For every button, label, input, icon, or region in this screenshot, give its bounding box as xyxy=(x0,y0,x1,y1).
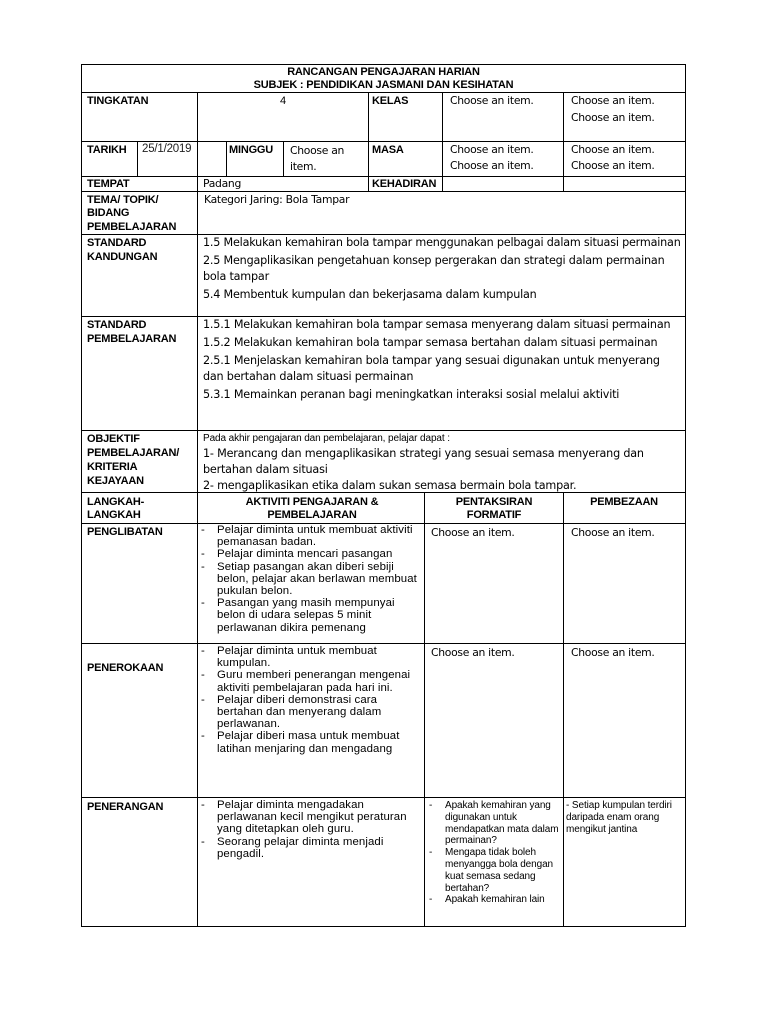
step-label-penerangan: PENERANGAN xyxy=(87,801,164,813)
column-header-pentaksiran: PENTAKSIRAN FORMATIF xyxy=(455,496,533,521)
list-item: - Pelajar diminta untuk membuat aktiviti pemanasan badan. xyxy=(198,524,422,548)
penerangan-pembezaan: - Setiap kumpulan terdiri daripada enam orang mengikut jantina xyxy=(566,800,672,835)
list-item: - Mengapa tidak boleh menyangga bola dengan kuat semasa sedang bertahan? xyxy=(426,847,562,894)
penerangan-pentaksiran xyxy=(426,800,562,926)
col-divider xyxy=(197,92,198,235)
col-divider xyxy=(563,492,564,927)
col-divider xyxy=(283,141,284,177)
list-item: - Apakah kemahiran lain xyxy=(426,894,562,906)
list-item: - Pelajar diberi demonstrasi cara bertahan dan menyerang dalam perlawanan. xyxy=(198,694,422,731)
standard-pembelajaran-list xyxy=(203,317,681,403)
tempat-value[interactable]: Padang xyxy=(203,177,242,190)
step-label-penglibatan: PENGLIBATAN xyxy=(87,526,163,538)
masa-dropdown[interactable]: Choose an item. xyxy=(450,159,534,172)
standard-pembelajaran-item: 5.3.1 Memainkan peranan bagi meningkatkan interaksi sosial melalui aktiviti xyxy=(203,388,620,401)
tarikh-value[interactable]: 25/1/2019 xyxy=(142,143,192,155)
standard-kandungan-label: STANDARD KANDUNGAN xyxy=(87,237,158,263)
row-divider xyxy=(81,430,686,431)
kehadiran-label: KEHADIRAN xyxy=(372,178,437,190)
standard-pembelajaran-item: 1.5.1 Melakukan kemahiran bola tampar semasa menyerang dalam situasi permainan xyxy=(203,318,671,331)
kelas-label: KELAS xyxy=(372,95,409,107)
col-divider xyxy=(226,141,227,177)
penerokaan-activities xyxy=(198,645,422,797)
table-border-bottom xyxy=(81,926,686,927)
row-divider xyxy=(81,643,686,644)
kehadiran-field[interactable] xyxy=(564,177,684,191)
kelas-dropdown[interactable]: Choose an item. xyxy=(571,111,655,124)
list-item: - Setiap pasangan akan diberi sebiji belon, pelajar akan berlawan membuat pukulan belon. xyxy=(198,561,422,598)
objektif-item: 2- mengaplikasikan etika dalam sukan semasa bermain bola tampar. xyxy=(203,479,577,492)
masa-label: MASA xyxy=(372,144,404,156)
page-subject: SUBJEK : PENDIDIKAN JASMANI DAN KESIHATAN xyxy=(253,79,514,91)
standard-pembelajaran-item: 1.5.2 Melakukan kemahiran bola tampar semasa bertahan dalam situasi permainan xyxy=(203,336,658,349)
list-item: - Pelajar diminta mencari pasangan xyxy=(198,548,422,560)
pembezaan-dropdown[interactable]: Choose an item. xyxy=(571,526,655,539)
penglibatan-activities xyxy=(198,524,422,642)
column-header-langkah: LANGKAH-LANGKAH xyxy=(87,496,145,521)
masa-dropdown[interactable]: Choose an item. xyxy=(571,143,655,156)
tingkatan-value[interactable]: 4 xyxy=(280,95,286,107)
standard-pembelajaran-label: STANDARD PEMBELAJARAN xyxy=(87,319,177,345)
list-item: - Pelajar diminta mengadakan perlawanan kecil mengikut peraturan yang ditetapkan oleh guru. xyxy=(198,799,422,836)
masa-dropdown[interactable]: Choose an item. xyxy=(450,143,534,156)
table-border-right xyxy=(685,64,686,927)
objektif-label: OBJEKTIF PEMBELAJARAN/ KRITERIA KEJAYAAN xyxy=(87,433,180,487)
step-label-penerokaan: PENEROKAAN xyxy=(87,662,164,674)
minggu-label: MINGGU xyxy=(229,144,274,156)
minggu-dropdown[interactable]: Choose an item. xyxy=(290,144,345,173)
list-item: - Apakah kemahiran yang digunakan untuk mendapatkan mata dalam permainan? xyxy=(426,800,562,847)
col-divider xyxy=(368,92,369,192)
tema-label: TEMA/ TOPIK/ BIDANG PEMBELAJARAN xyxy=(87,194,177,233)
standard-kandungan-list xyxy=(203,235,681,303)
header-block xyxy=(82,66,685,92)
pentaksiran-dropdown[interactable]: Choose an item. xyxy=(431,646,515,659)
kehadiran-field[interactable] xyxy=(443,177,563,191)
col-divider xyxy=(137,141,138,177)
pembezaan-dropdown[interactable]: Choose an item. xyxy=(571,646,655,659)
table-border-left xyxy=(81,64,82,927)
standard-pembelajaran-item: 2.5.1 Menjelaskan kemahiran bola tampar yang sesuai digunakan untuk menyerang dan bertahan dalam situasi permainan xyxy=(203,354,660,383)
tempat-label: TEMPAT xyxy=(87,178,130,190)
list-item: - Pelajar diberi masa untuk membuat latihan menjaring dan mengadang xyxy=(198,730,422,754)
column-header-pembezaan: PEMBEZAAN xyxy=(590,496,658,508)
tarikh-label: TARIKH xyxy=(87,144,127,156)
table-border-top xyxy=(81,64,686,65)
objektif-intro: Pada akhir pengajaran dan pembelajaran, pelajar dapat : xyxy=(203,433,450,444)
standard-kandungan-item: 1.5 Melakukan kemahiran bola tampar menggunakan pelbagai dalam situasi permainan xyxy=(203,236,681,249)
standard-kandungan-item: 5.4 Membentuk kumpulan dan bekerjasama dalam kumpulan xyxy=(203,288,537,301)
masa-dropdown[interactable]: Choose an item. xyxy=(571,159,655,172)
tingkatan-label: TINGKATAN xyxy=(87,95,149,107)
list-item: - Guru memberi penerangan mengenai aktiviti pembelajaran pada hari ini. xyxy=(198,669,422,693)
row-divider xyxy=(81,797,686,798)
tema-value[interactable]: Kategori Jaring: Bola Tampar xyxy=(204,193,350,206)
objektif-item: 1- Merancang dan mengaplikasikan strategi yang sesuai semasa menyerang dan bertahan dalam situasi xyxy=(203,447,644,476)
pentaksiran-dropdown[interactable]: Choose an item. xyxy=(431,526,515,539)
col-divider xyxy=(424,492,425,927)
list-item: - Seorang pelajar diminta menjadi pengadil. xyxy=(198,836,422,860)
objektif-content xyxy=(203,432,681,494)
list-item: - Pelajar diminta untuk membuat kumpulan. xyxy=(198,645,422,669)
standard-kandungan-item: 2.5 Mengaplikasikan pengetahuan konsep pergerakan dan strategi dalam permainan bola tampar xyxy=(203,254,665,283)
penerangan-activities xyxy=(198,799,422,925)
kelas-dropdown[interactable]: Choose an item. xyxy=(450,94,534,107)
list-item: - Pasangan yang masih mempunyai belon di udara selepas 5 minit perlawanan dikira pemenang xyxy=(198,597,422,634)
column-header-aktiviti: AKTIVITI PENGAJARAN & PEMBELAJARAN xyxy=(245,496,379,521)
kelas-dropdown[interactable]: Choose an item. xyxy=(571,94,655,107)
page-title: RANCANGAN PENGAJARAN HARIAN xyxy=(287,66,480,78)
